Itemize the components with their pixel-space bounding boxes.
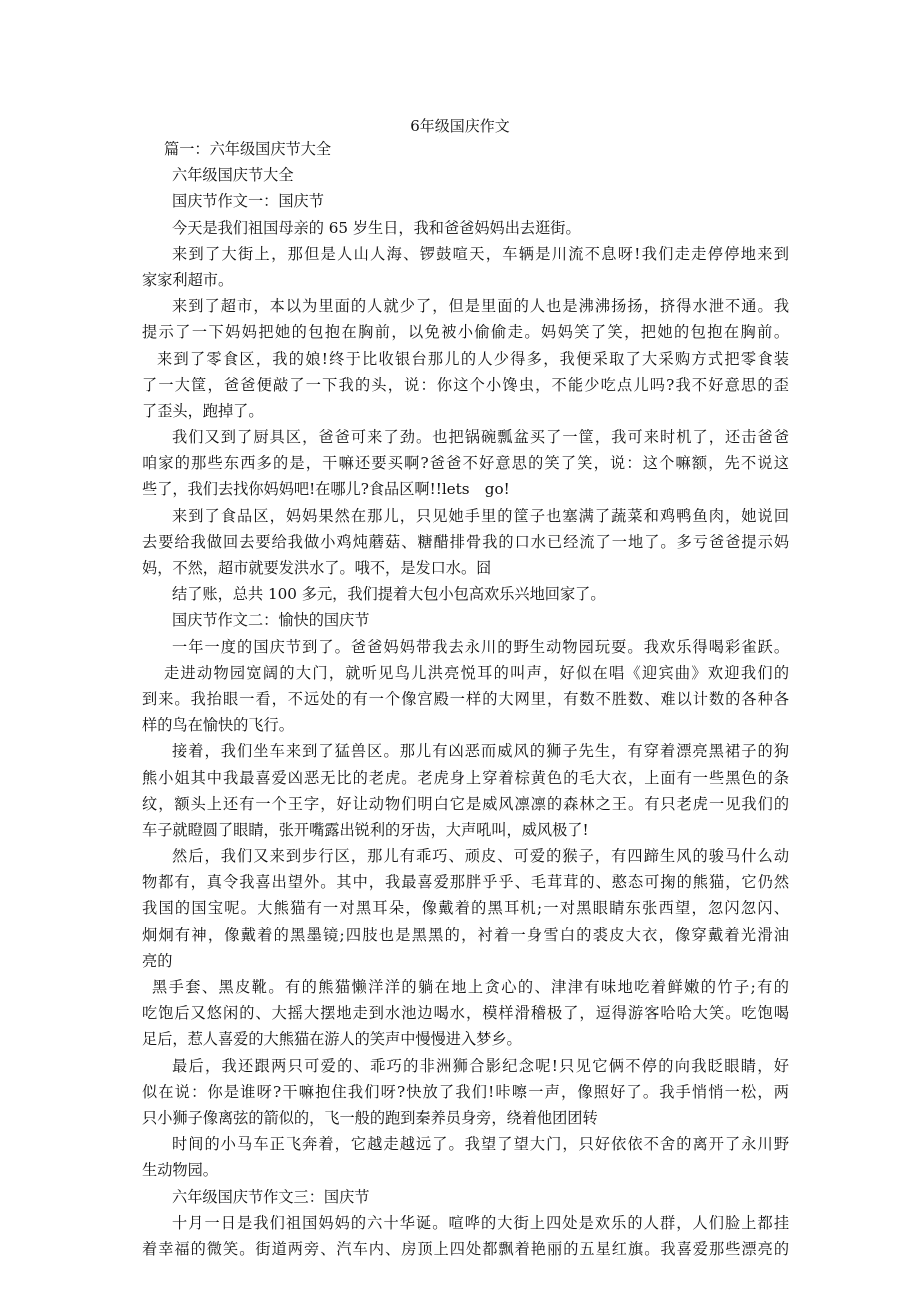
text-line: 结了账，总共 100 多元，我们提着大包小包高欢乐兴地回家了。 xyxy=(172,585,606,604)
text-line: 然后，我们又来到步行区，那儿有乖巧、顽皮、可爱的猴子，有四蹄生风的骏马什么动 xyxy=(172,847,789,866)
text-line: 国庆节作文一：国庆节 xyxy=(172,192,324,211)
document-body xyxy=(142,136,789,1262)
text-line: 来到了食品区，妈妈果然在那儿，只见她手里的筐子也塞满了蔬菜和鸡鸭鱼肉，她说回 xyxy=(172,506,789,525)
text-line: 来到了超市，本以为里面的人就少了，但是里面的人也是沸沸扬扬，挤得水泄不通。我 xyxy=(172,297,789,316)
text-line: 样的鸟在愉快的飞行。 xyxy=(142,716,294,735)
text-line: 炯炯有神，像戴着的黑墨镜;四肢也是黑黑的，衬着一身雪白的裘皮大衣，像穿戴着光滑油 xyxy=(142,925,789,944)
text-line: 我国的国宝呢。大熊猫有一对黑耳朵，像戴着的黑耳机;一对黑眼睛东张西望，忽闪忽闪、 xyxy=(142,899,789,918)
text-line: 时间的小马车正飞奔着，它越走越远了。我望了望大门，只好依依不舍的离开了永川野 xyxy=(172,1135,789,1154)
text-line: 些了，我们去找你妈妈吧!在哪儿?食品区啊!!lets go! xyxy=(142,480,510,499)
text-line: 走进动物园宽阔的大门，就听见鸟儿洪亮悦耳的叫声，好似在唱《迎宾曲》欢迎我们的 xyxy=(164,663,789,682)
text-line: 纹，额头上还有一个王字，好让动物们明白它是威风凛凛的森林之王。有只老虎一见我们的 xyxy=(142,794,789,813)
text-line: 熊小姐其中我最喜爱凶恶无比的老虎。老虎身上穿着棕黄色的毛大衣，上面有一些黑色的条 xyxy=(142,768,789,787)
text-line: 妈，不然，超市就要发洪水了。哦不，是发口水。囧 xyxy=(142,559,492,577)
text-line: 了歪头，跑掉了。 xyxy=(142,401,264,420)
text-line: 到来。我抬眼一看，不远处的有一个像宫殿一样的大网里，有数不胜数、难以计数的各种各 xyxy=(142,689,789,708)
text-line: 今天是我们祖国母亲的 65 岁生日，我和爸爸妈妈出去逛街。 xyxy=(172,218,581,237)
text-line: 生动物园。 xyxy=(142,1161,218,1180)
text-line: 六年级国庆节大全 xyxy=(172,166,294,185)
document-title: 6年级国庆作文 xyxy=(410,117,510,135)
text-line: 来到了大街上，那但是人山人海、锣鼓喧天，车辆是川流不息呀!我们走走停停地来到 xyxy=(172,244,789,263)
text-line: 提示了一下妈妈把她的包抱在胸前，以免被小偷偷走。妈妈笑了笑，把她的包抱在胸前。 xyxy=(142,323,789,342)
text-line: 黑手套、黑皮靴。有的熊猫懒洋洋的躺在地上贪心的、津津有味地吃着鲜嫩的竹子;有的 xyxy=(152,978,789,996)
text-line: 最后，我还跟两只可爱的、乖巧的非洲狮合影纪念呢!只见它俩不停的向我眨眼睛，好 xyxy=(172,1056,789,1075)
text-line: 足后，惹人喜爱的大熊猫在游人的笑声中慢慢进入梦乡。 xyxy=(142,1030,522,1049)
text-line: 了一大筐，爸爸便敲了一下我的头，说：你这个小馋虫，不能少吃点儿吗?我不好意思的歪 xyxy=(142,375,789,394)
text-line: 车子就瞪圆了眼睛，张开嘴露出锐利的牙齿，大声吼叫，威风极了! xyxy=(142,820,589,839)
text-line: 十月一日是我们祖国妈妈的六十华诞。喧哗的大街上四处是欢乐的人群，人们脸上都挂 xyxy=(172,1213,789,1232)
text-line: 物都有，真令我喜出望外。其中，我最喜爱那胖乎乎、毛茸茸的、憨态可掬的熊猫，它仍然 xyxy=(142,873,789,892)
text-line: 一年一度的国庆节到了。爸爸妈妈带我去永川的野生动物园玩耍。我欢乐得喝彩雀跃。 xyxy=(172,637,789,656)
text-line: 国庆节作文二：愉快的国庆节 xyxy=(172,611,370,630)
text-line: 咱家的那些东西多的是，干嘛还要买啊?爸爸不好意思的笑了笑，说：这个嘛额，先不说这 xyxy=(142,454,789,473)
text-line: 着幸福的微笑。街道两旁、汽车内、房顶上四处都飘着艳丽的五星红旗。我喜爱那些漂亮的 xyxy=(142,1239,789,1258)
text-line: 接着，我们坐车来到了猛兽区。那儿有凶恶而威风的狮子先生，有穿着漂亮黑裙子的狗 xyxy=(172,742,789,761)
text-line: 我们又到了厨具区，爸爸可来了劲。也把锅碗瓢盆买了一筐，我可来时机了，还击爸爸 xyxy=(172,428,789,447)
text-line: 吃饱后又悠闲的、大摇大摆地走到水池边喝水，模样滑稽极了，逗得游客哈哈大笑。吃饱喝 xyxy=(142,1004,789,1023)
text-line: 似在说：你是谁呀?干嘛抱住我们呀?快放了我们!咔嚓一声，像照好了。我手悄悄一松，两 xyxy=(142,1082,789,1101)
text-line: 去要给我做回去要给我做小鸡炖蘑菇、糖醋排骨我的口水已经流了一地了。多亏爸爸提示妈 xyxy=(142,532,789,551)
text-line: 只小狮子像离弦的箭似的，飞一般的跑到秦养员身旁，绕着他团团转 xyxy=(142,1108,598,1127)
text-line: 篇一：六年级国庆节大全 xyxy=(164,140,332,158)
text-line: 来到了零食区，我的娘!终于比收银台那儿的人少得多，我便采取了大采购方式把零食装 xyxy=(157,349,789,368)
text-line: 家家利超市。 xyxy=(142,270,234,289)
text-line: 亮的 xyxy=(142,951,173,970)
text-line: 六年级国庆节作文三：国庆节 xyxy=(172,1187,370,1206)
